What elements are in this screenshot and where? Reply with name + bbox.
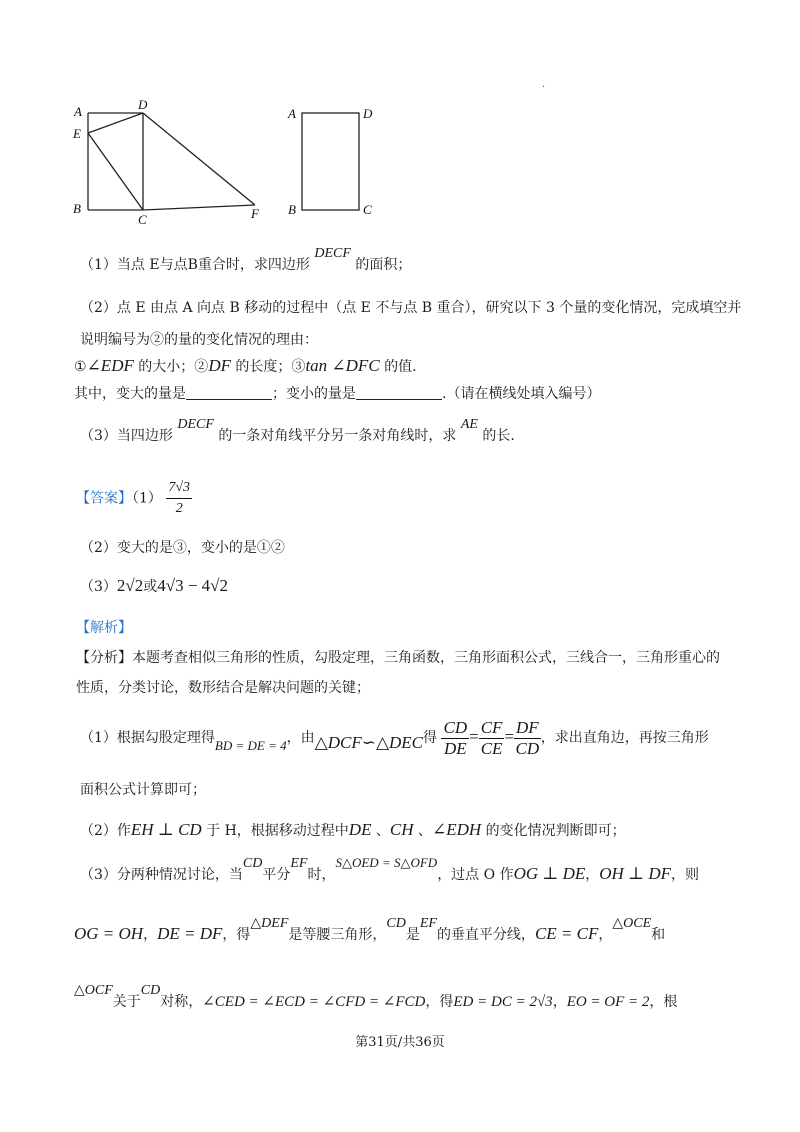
analysis-tag: 【解析】 bbox=[76, 620, 132, 636]
analysis-p1: （1）根据勾股定理得BD = DE = 4，由△DCF∽△DEC得 $\frac{CD}{DE}$ = $\frac{CF}{CE}$ = $\frac{DF}{CD}$ ，求出直角边，再按三角形 bbox=[80, 717, 709, 758]
question-3: （3）当四边形 DECF 的一条对角线平分另一条对角线时，求 AE 的长. bbox=[80, 417, 515, 444]
math-quad: DECF bbox=[314, 246, 351, 261]
label-B: B bbox=[73, 201, 81, 216]
label-C: C bbox=[363, 202, 372, 217]
segment-DF bbox=[143, 113, 255, 205]
figure-left-svg bbox=[68, 96, 274, 228]
segment-EC bbox=[88, 133, 143, 210]
segment-CF bbox=[143, 205, 255, 210]
analysis-p5: △OCF关于CD对称，∠CED = ∠ECD = ∠CFD = ∠FCD，得ED = DC = 2√3，EO = OF = 2，根 bbox=[74, 983, 678, 1010]
answer-3: （3）2√2或4√3 − 4√2 bbox=[80, 576, 229, 595]
blank-decrease[interactable] bbox=[356, 385, 442, 400]
label-D: D bbox=[363, 106, 373, 121]
figure-left bbox=[68, 96, 274, 228]
segment-ED bbox=[88, 113, 143, 133]
analysis-p3: （3）分两种情况讨论，当CD平分EF时，S△OED = S△OFD，过点 O 作OG ⊥ DE，OH ⊥ DF，则 bbox=[80, 855, 699, 883]
label-D: D bbox=[138, 97, 148, 112]
figure-right bbox=[284, 102, 384, 222]
answer-1: 【答案】（1） $\frac{7√3}{2}$ bbox=[76, 478, 192, 519]
label-E: E bbox=[73, 126, 81, 141]
label-F: F bbox=[251, 206, 259, 221]
question-1: （1）当点 E与点B重合时，求四边形 DECF 的面积； bbox=[80, 246, 412, 273]
answer-1-fraction: $\frac{7√3}{2}$ bbox=[168, 480, 191, 516]
analysis-intro-2: 性质，分类讨论，数形结合是解决问题的关键； bbox=[76, 680, 370, 696]
question-2-fill: 其中，变大的量是 ；变小的量是 .（请在横线处填入编号） bbox=[74, 386, 601, 402]
question-2-line2: 说明编号为②的量的变化情况的理由： bbox=[80, 332, 318, 348]
label-A: A bbox=[74, 104, 82, 119]
label-C: C bbox=[138, 212, 147, 227]
scan-dot: · bbox=[542, 82, 546, 93]
figure-right-svg bbox=[284, 102, 384, 222]
question-2-line1: （2）点 E 由点 A 向点 B 移动的过程中（点 E 不与点 B 重合），研究以下 3 个量的变化情况，完成填空并 bbox=[80, 300, 742, 316]
analysis-p2: （2）作EH ⊥ CD 于 H，根据移动过程中DE 、CH 、∠EDH 的变化情况判断即可； bbox=[80, 820, 626, 839]
label-A: A bbox=[288, 106, 296, 121]
analysis-p1-line2: 面积公式计算即可； bbox=[80, 782, 206, 798]
answer-tag: 【答案】 bbox=[76, 490, 132, 507]
page-footer: 第31页/共36页 bbox=[355, 1035, 445, 1050]
question-2-items: ①∠EDF 的大小；②DF 的长度；③tan ∠DFC 的值. bbox=[74, 356, 417, 375]
rectangle-ABCD bbox=[302, 113, 359, 210]
analysis-intro-1: 【分析】本题考查相似三角形的性质，勾股定理，三角函数，三角形面积公式，三线合一，三角形重心的 bbox=[76, 650, 720, 666]
answer-2: （2）变大的是③，变小的是①② bbox=[80, 540, 285, 556]
blank-increase[interactable] bbox=[186, 385, 272, 400]
analysis-p4: OG = OH，DE = DF，得△DEF是等腰三角形，CD是EF的垂直平分线，CE = CF，△OCE和 bbox=[74, 916, 666, 943]
label-B: B bbox=[288, 202, 296, 217]
